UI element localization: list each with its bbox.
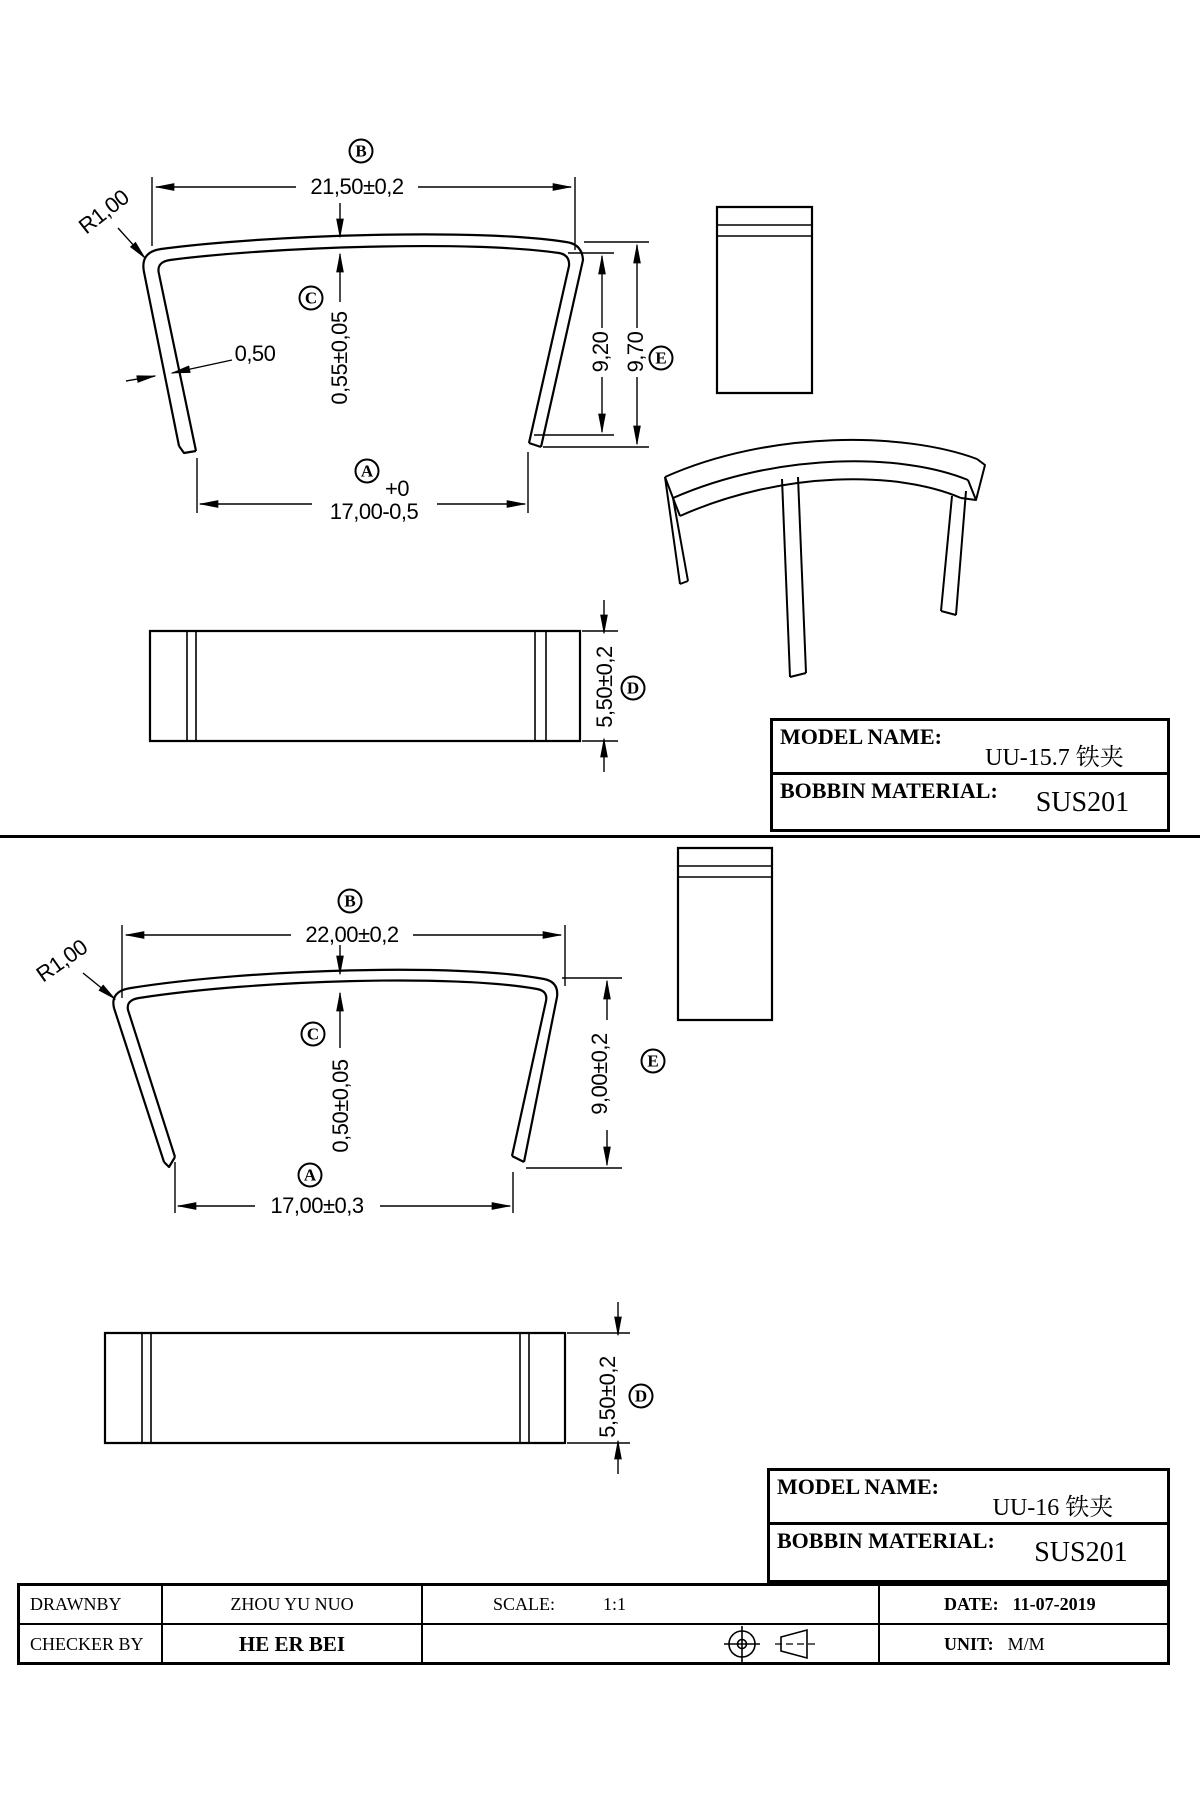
model-name-value: UU-15.7 铁夹	[985, 745, 1124, 771]
uu157-side-view	[150, 631, 580, 741]
balloon-d1: D	[621, 676, 646, 701]
balloon-a1: A	[355, 459, 380, 484]
uu16-end-view	[678, 848, 772, 1020]
dim-top-thickness-2: 0,50±0,05	[328, 1059, 353, 1153]
sheet-divider-line	[0, 835, 1200, 838]
balloon-c2: C	[301, 1022, 326, 1047]
unit-label: UNIT:	[944, 1633, 994, 1654]
projection-symbols	[723, 1625, 823, 1663]
model-name-label: MODEL NAME:	[777, 1474, 939, 1499]
model-name-row	[770, 1471, 1167, 1525]
uu157-end-view	[717, 207, 812, 393]
model-name-value: UU-16 铁夹	[992, 1495, 1114, 1521]
dim-width-bottom-tol-1: +0	[384, 476, 410, 501]
uu157-dimensions	[118, 177, 649, 513]
dim-side-height-1: 5,50±0,2	[592, 646, 617, 728]
checker-label: CHECKER BY	[30, 1633, 144, 1654]
dim-radius-2: R1,00	[31, 934, 92, 987]
unit-cell	[880, 1625, 1167, 1663]
checker-value-cell	[163, 1625, 423, 1663]
material-row	[770, 1525, 1167, 1579]
title-block-uu16	[767, 1468, 1170, 1583]
model-name-row	[773, 721, 1167, 775]
material-value: SUS201	[1034, 1537, 1128, 1568]
balloon-c1: C	[299, 286, 324, 311]
balloon-a2: A	[298, 1163, 323, 1188]
dim-radius-1: R1,00	[73, 184, 134, 239]
dim-top-thickness-1: 0,55±0,05	[327, 311, 352, 405]
first-angle-target-icon	[724, 1626, 760, 1662]
dim-height-2: 9,00±0,2	[587, 1033, 612, 1115]
dim-side-height-2: 5,50±0,2	[595, 1356, 620, 1438]
balloon-b2: B	[338, 889, 363, 914]
dim-width-top-1: 21,50±0,2	[310, 174, 404, 199]
balloon-d2: D	[629, 1384, 654, 1409]
dim-width-top-2: 22,00±0,2	[305, 922, 399, 947]
dim-width-bottom-1: 17,00-0,5	[329, 499, 419, 524]
model-name-label: MODEL NAME:	[780, 724, 942, 749]
scale-cell	[423, 1586, 880, 1625]
scale-label: SCALE:	[493, 1594, 556, 1614]
material-row	[773, 775, 1167, 829]
dim-width-bottom-2: 17,00±0,3	[270, 1193, 364, 1218]
drawn-by-value-cell	[163, 1586, 423, 1625]
uu157-iso-view	[665, 440, 985, 677]
checker-value: HE ER BEI	[238, 1631, 346, 1656]
dim-height-outer-1: 9,70	[623, 331, 648, 373]
footer-table	[17, 1583, 1170, 1665]
uu16-side-view	[105, 1333, 565, 1443]
date-cell	[880, 1586, 1167, 1625]
dim-leg-thickness-1: 0,50	[234, 341, 276, 366]
balloon-b1: B	[349, 139, 374, 164]
unit-value: M/M	[1007, 1633, 1045, 1654]
projection-symbols-cell	[423, 1625, 880, 1663]
date-label: DATE:	[944, 1594, 999, 1614]
dim-height-inner-1: 9,20	[588, 331, 613, 373]
date-value: 11-07-2019	[1012, 1594, 1096, 1614]
balloon-e1: E	[649, 346, 674, 371]
checker-label-cell	[20, 1625, 163, 1663]
material-label: BOBBIN MATERIAL:	[777, 1528, 995, 1553]
drawn-by-label: DRAWNBY	[30, 1594, 122, 1614]
drawn-by-value: ZHOU YU NUO	[230, 1594, 354, 1614]
material-value: SUS201	[1035, 787, 1130, 818]
title-block-uu157	[770, 718, 1170, 832]
balloon-e2: E	[641, 1049, 666, 1074]
drawn-by-label-cell	[20, 1586, 163, 1625]
scale-value: 1:1	[603, 1594, 627, 1614]
uu157-front-view	[143, 234, 583, 453]
projection-cone-icon	[775, 1630, 815, 1658]
material-label: BOBBIN MATERIAL:	[780, 778, 998, 803]
